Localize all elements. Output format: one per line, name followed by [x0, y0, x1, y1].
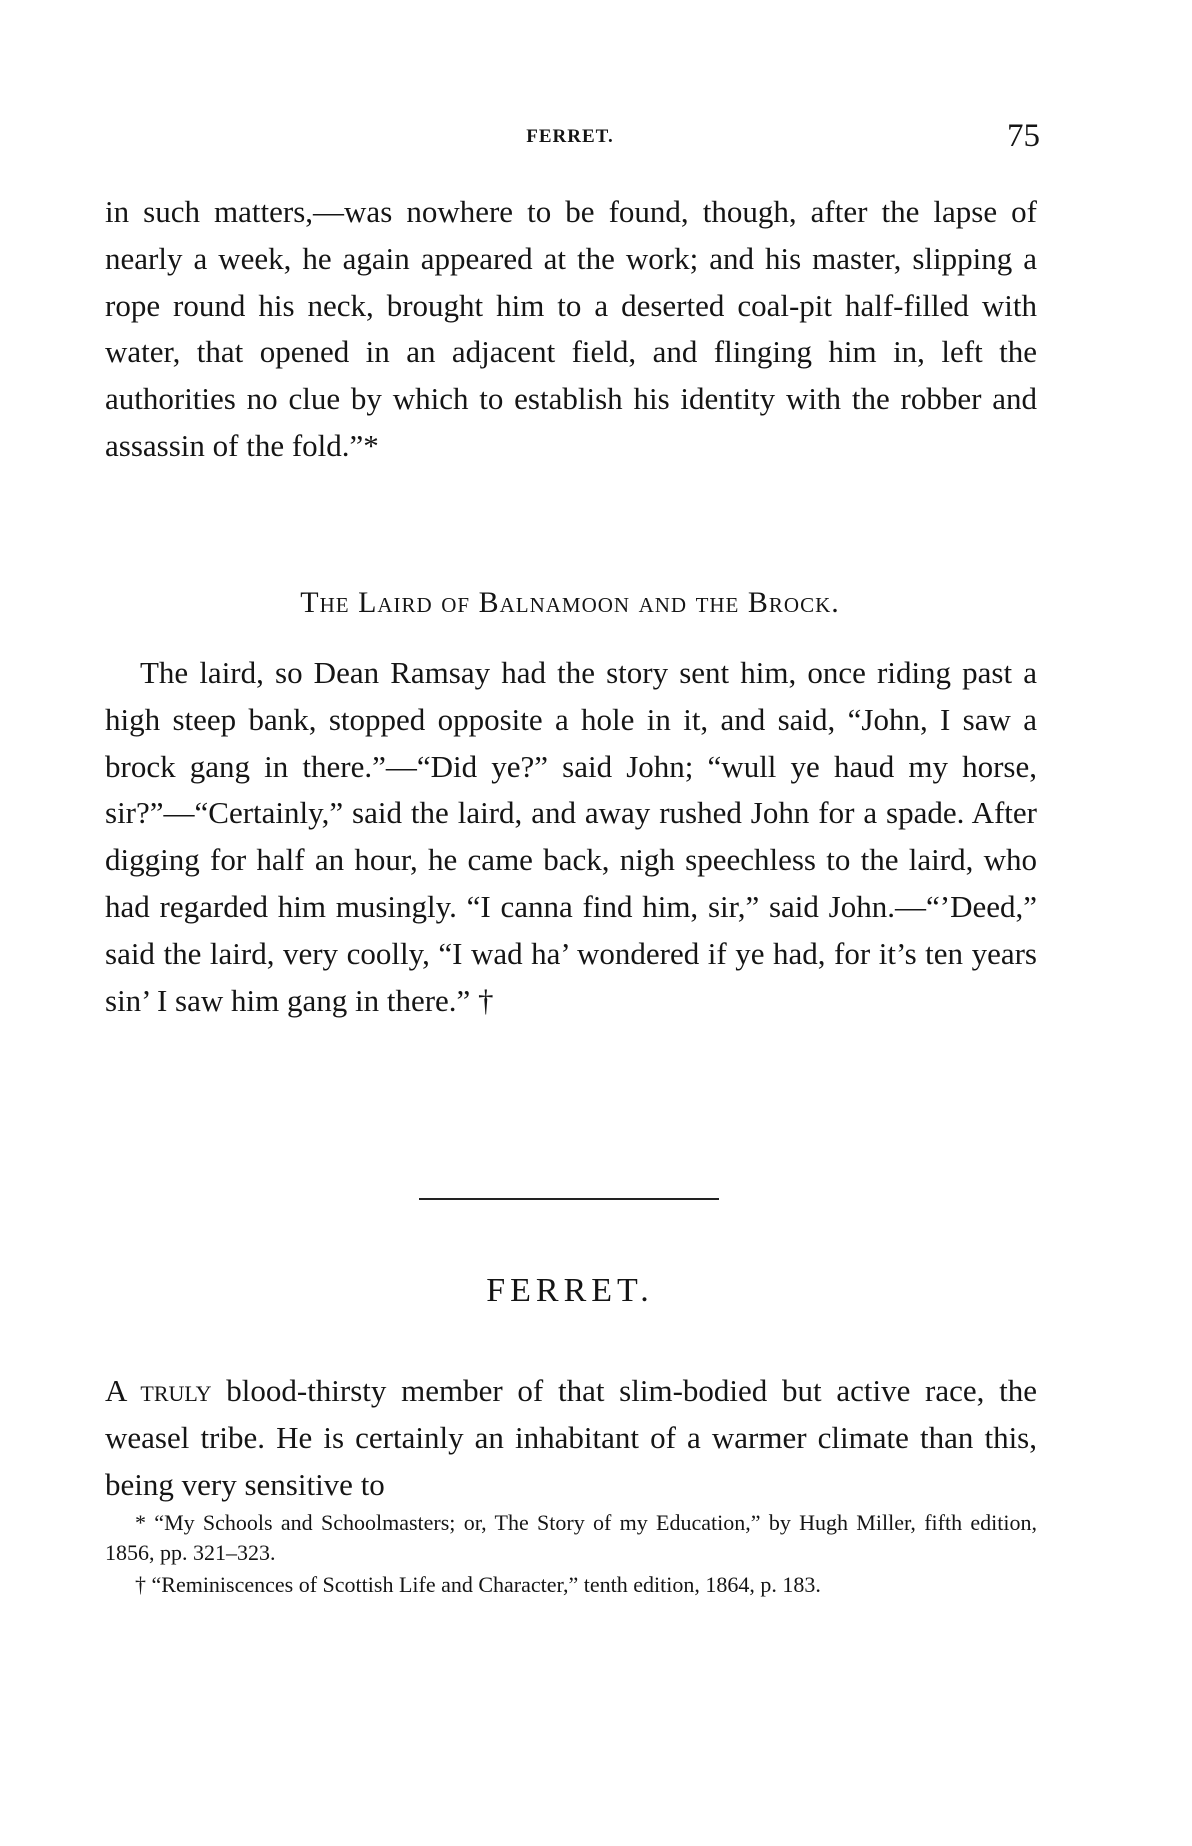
footnote-marker: † — [135, 1572, 146, 1597]
footnote-text: “Reminiscences of Scottish Life and Character,” tenth edition, 1864, p. 183. — [146, 1572, 821, 1597]
section-heading-laird: The Laird of Balnamoon and the Brock. — [300, 586, 840, 619]
paragraph-text: The laird, so Dean Ramsay had the story sent him, once riding past a high steep bank, stopped opposite a hole in it, and said, “John, I saw a brock gang in there.”—“Did ye?” said John; “wull ye haud my horse, sir?”—“Certainly,” said the laird, and away rushed John for a spade. After digging for half an hour, he came back, nigh speechless to the laird, who had regarded him musingly. “I canna find him, sir,” said John.—“’Deed,” said the laird, very coolly, “I wad ha’ wondered if ye had, for it’s ten years sin’ I saw him gang in there.” † — [105, 655, 1037, 1018]
ferret-paragraph — [105, 1368, 1037, 1508]
paragraph-text: in such matters,—was nowhere to be found, though, after the lapse of nearly a week, he again appeared at the work; and his master, slipping a rope round his neck, brought him to a deserted coal-pit half-filled with water, that opened in an adjacent field, and flinging him in, left the authorities no clue by which to establish his identity with the robber and assassin of the fold.”* — [105, 194, 1037, 463]
page-header — [100, 118, 1040, 158]
section-divider — [419, 1198, 719, 1200]
footnote-text: “My Schools and Schoolmasters; or, The Story of my Education,” by Hugh Miller, fifth edition, 1856, pp. 321–323. — [105, 1510, 1037, 1565]
paragraph-text — [105, 1368, 1037, 1508]
running-title: FERRET. — [526, 126, 614, 147]
laird-story — [105, 650, 1037, 1024]
footnote-marker: * — [135, 1510, 146, 1535]
footnote — [105, 1508, 1037, 1568]
lead-word: A truly — [105, 1373, 212, 1408]
continued-paragraph — [105, 189, 1037, 470]
footnote — [105, 1570, 1037, 1600]
paragraph-rest: blood-thirsty member of that slim-bodied but active race, the weasel tribe. He is certainly an inhabitant of a warmer climate than this, being very sensitive to — [105, 1373, 1037, 1502]
footnotes — [105, 1508, 1037, 1600]
page-number: 75 — [1007, 118, 1040, 154]
section-heading-ferret: FERRET. — [486, 1272, 654, 1309]
